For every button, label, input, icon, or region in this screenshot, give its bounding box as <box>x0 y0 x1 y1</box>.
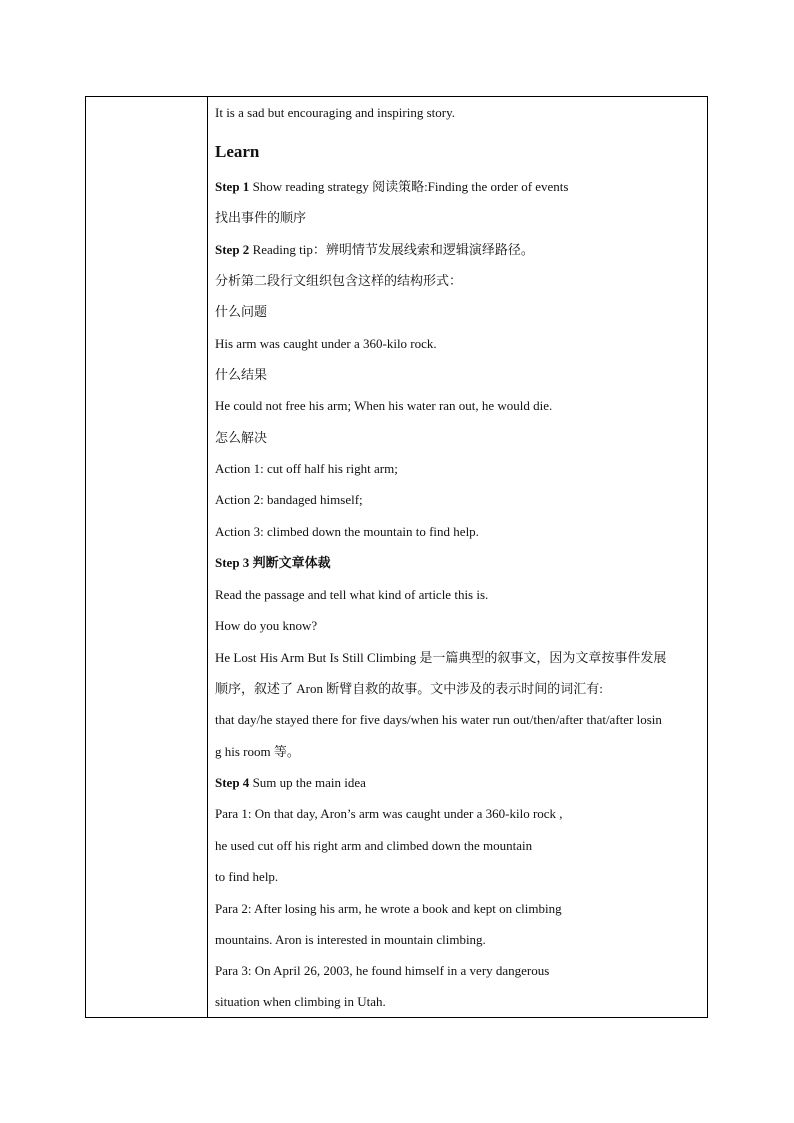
step3-line <box>215 555 703 571</box>
step3-label: Step 3 <box>215 555 250 570</box>
step3-question-2: How do you know? <box>215 618 318 633</box>
question-problem: 什么问题 <box>215 304 268 319</box>
para2-line-2: mountains. Aron is interested in mountain climbing. <box>215 932 486 947</box>
analysis-text: 分析第二段行文组织包含这样的结构形式： <box>215 273 463 288</box>
para1-line-3: to find help. <box>215 869 279 884</box>
problem-text: His arm was caught under a 360-kilo rock. <box>215 336 437 351</box>
para1-line-2: he used cut off his right arm and climbed down the mountain <box>215 838 533 853</box>
result-text: He could not free his arm; When his water ran out, he would die. <box>215 398 553 413</box>
intro-text: It is a sad but encouraging and inspiring story. <box>215 105 455 120</box>
genre-line-1: He Lost His Arm But Is Still Climbing 是一篇典型的叙事文，因为文章按事件发展 <box>215 650 667 665</box>
learn-heading: Learn <box>215 142 260 161</box>
step2-text: Reading tip：辨明情节发展线索和逻辑演绎路径。 <box>249 242 534 257</box>
step2-label: Step 2 <box>215 242 250 257</box>
genre-line-2: 顺序，叙述了 Aron 断臂自救的故事。文中涉及的表示时间的词汇有: <box>215 681 603 696</box>
content-cell <box>208 97 707 1017</box>
step1-label: Step 1 <box>215 179 250 194</box>
step1-line <box>215 179 703 195</box>
step4-text: Sum up the main idea <box>249 775 366 790</box>
para3-line-1: Para 3: On April 26, 2003, he found himself in a very dangerous <box>215 963 550 978</box>
action-2: Action 2: bandaged himself; <box>215 492 363 507</box>
para2-line-1: Para 2: After losing his arm, he wrote a book and kept on climbing <box>215 901 562 916</box>
action-3: Action 3: climbed down the mountain to find help. <box>215 524 479 539</box>
para3-line-2: situation when climbing in Utah. <box>215 994 386 1009</box>
left-column-cell <box>86 97 208 1017</box>
genre-line-3: that day/he stayed there for five days/when his water run out/then/after that/after losin <box>215 712 662 727</box>
step2-line <box>215 242 703 258</box>
question-result: 什么结果 <box>215 367 268 382</box>
step3-text: 判断文章体裁 <box>249 555 331 570</box>
step1-chinese: 找出事件的顺序 <box>215 210 307 225</box>
step3-question-1: Read the passage and tell what kind of article this is. <box>215 587 489 602</box>
question-solve: 怎么解决 <box>215 430 268 445</box>
genre-line-4: g his room 等。 <box>215 744 300 759</box>
step1-text: Show reading strategy 阅读策略:Finding the order of events <box>249 179 569 194</box>
lesson-table <box>85 96 708 1018</box>
para1-line-1: Para 1: On that day, Aron’s arm was caught under a 360-kilo rock , <box>215 806 563 821</box>
step4-label: Step 4 <box>215 775 250 790</box>
action-1: Action 1: cut off half his right arm; <box>215 461 398 476</box>
step4-line <box>215 775 703 791</box>
